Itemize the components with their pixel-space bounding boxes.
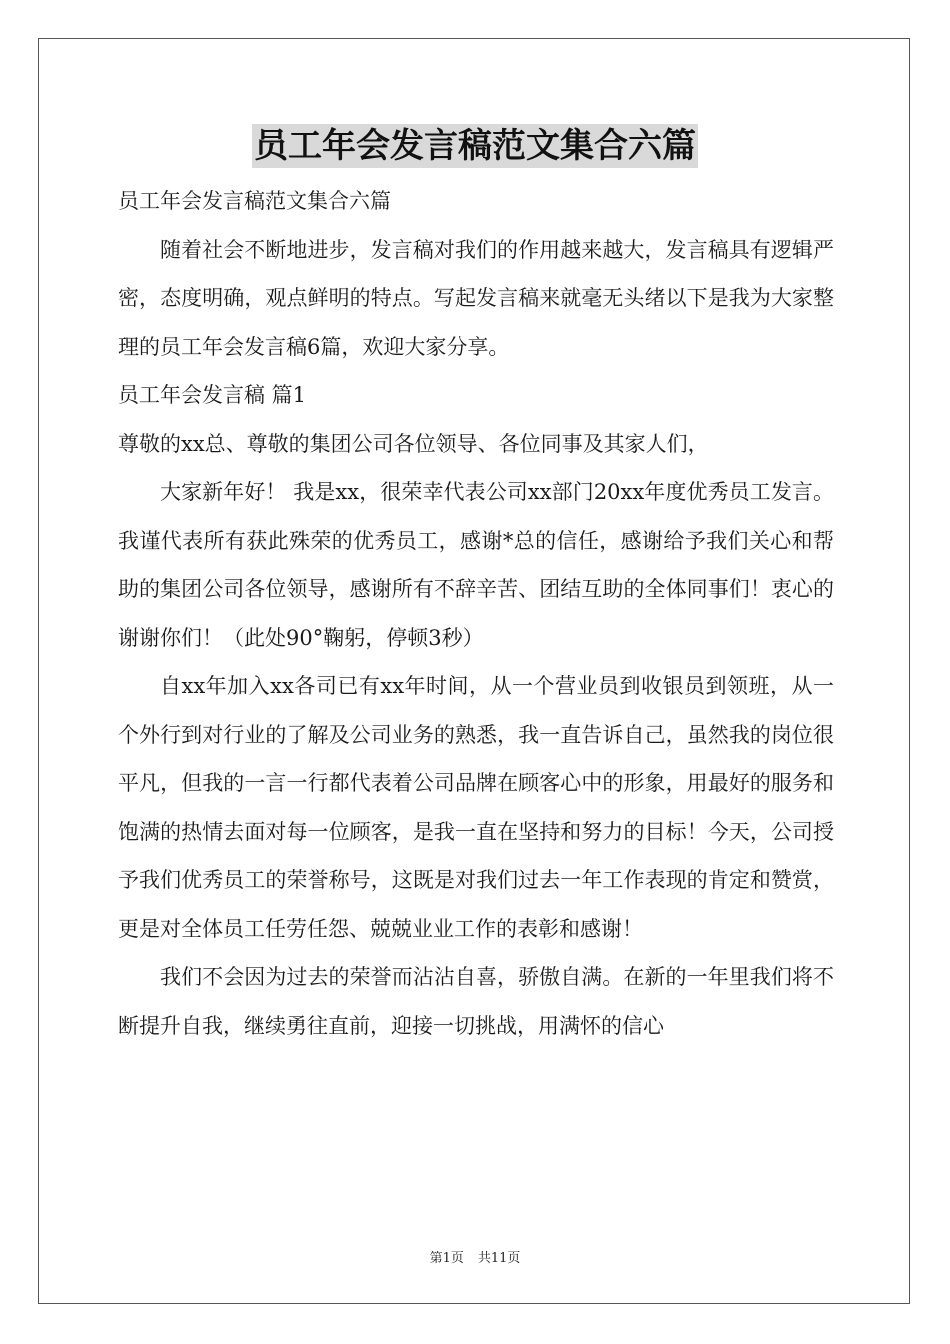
page-footer: [0, 1247, 950, 1266]
page-total: 共11页: [477, 1251, 521, 1266]
document-body: [118, 177, 834, 1050]
page-number: 第1页: [429, 1251, 464, 1266]
paragraph: 尊敬的xx总、尊敬的集团公司各位领导、各位同事及其家人们，: [118, 431, 709, 456]
paragraph: 大家新年好！ 我是xx，很荣幸代表公司xx部门20xx年度优秀员工发言。我谨代表所有获此殊荣的优秀员工，感谢*总的信任，感谢给予我们关心和帮助的集团公司各位领导，感谢所有不辞辛苦、团结互助的全体同事们！衷心的谢谢你们！（此处90°鞠躬，停顿3秒）: [118, 480, 834, 650]
paragraph: 员工年会发言稿范文集合六篇: [118, 189, 391, 213]
document-title: 员工年会发言稿范文集合六篇: [254, 126, 696, 166]
paragraph: 我们不会因为过去的荣誉而沾沾自喜，骄傲自满。在新的一年里我们将不断提升自我，继续勇往直前，迎接一切挑战，用满怀的信心: [118, 965, 834, 1038]
paragraph: 随着社会不断地进步，发言稿对我们的作用越来越大，发言稿具有逻辑严密，态度明确，观点鲜明的特点。写起发言稿来就毫无头绪以下是我为大家整理的员工年会发言稿6篇，欢迎大家分享。: [118, 237, 834, 359]
paragraph: 员工年会发言稿 篇1: [118, 383, 307, 407]
title-container: [0, 124, 950, 168]
paragraph: 自xx年加入xx各司已有xx年时间，从一个营业员到收银员到领班，从一个外行到对行业的了解及公司业务的熟悉，我一直告诉自己，虽然我的岗位很平凡，但我的一言一行都代表着公司品牌在顾客心中的形象，用最好的服务和饱满的热情去面对每一位顾客，是我一直在坚持和努力的目标！今天，公司授予我们优秀员工的荣誉称号，这既是对我们过去一年工作表现的肯定和赞赏，更是对全体员工任劳任怨、兢兢业业工作的表彰和感谢！: [118, 674, 834, 941]
